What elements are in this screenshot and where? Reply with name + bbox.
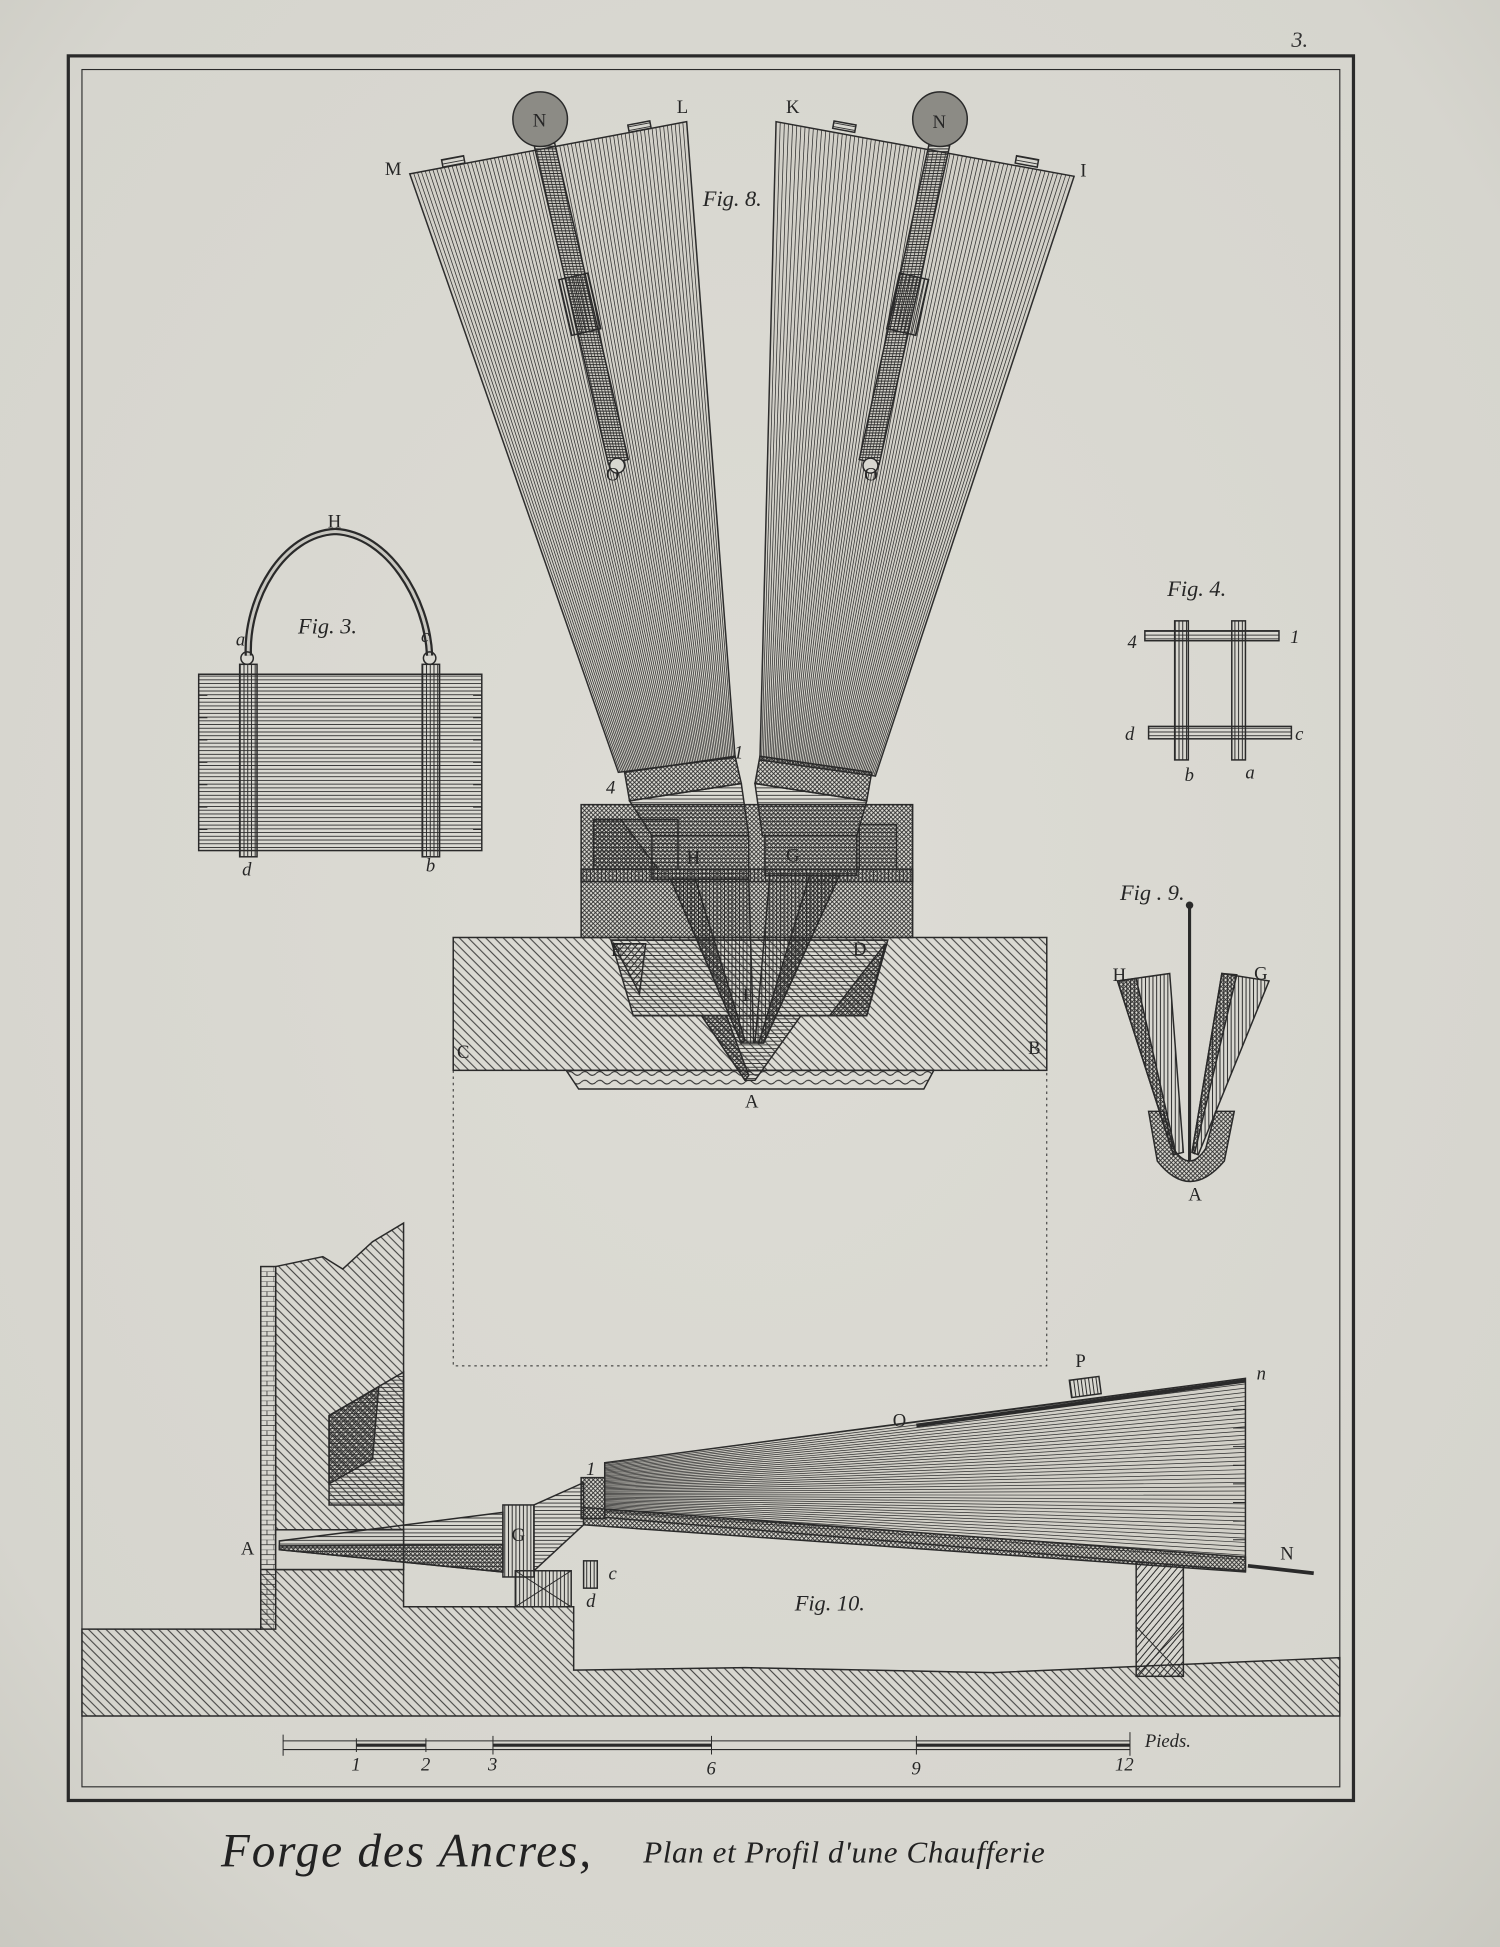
fig8-trough xyxy=(566,1070,934,1089)
fig10-brick-column xyxy=(261,1267,276,1630)
scale-tick-1: 1 xyxy=(351,1754,361,1776)
fig8-left-box-h xyxy=(652,836,749,879)
fig10-label-c: c xyxy=(608,1563,617,1585)
fig3-caption: Fig. 3. xyxy=(298,613,357,639)
fig9-rod-top xyxy=(1186,901,1193,908)
fig10-label-g: G xyxy=(511,1524,526,1546)
fig4-label-4: 4 xyxy=(1127,632,1137,654)
fig3-label-d: d xyxy=(242,859,252,881)
fig8-label-a: A xyxy=(745,1091,759,1113)
plate-number: 3. xyxy=(1291,27,1309,53)
fig4-caption: Fig. 4. xyxy=(1167,576,1227,602)
fig10-label-o: O xyxy=(892,1410,907,1432)
fig8-label-i: I xyxy=(1080,160,1087,182)
fig10-label-d: d xyxy=(586,1590,596,1612)
fig9-caption: Fig . 9. xyxy=(1120,880,1185,906)
fig8-label-d: D xyxy=(853,938,867,960)
scale-tick-2: 2 xyxy=(420,1754,431,1776)
fig10-label-a: A xyxy=(240,1538,255,1560)
fig8-label-n-right: N xyxy=(932,111,946,133)
scale-tick-3: 3 xyxy=(487,1754,498,1776)
fig8-label-h: H xyxy=(686,848,701,870)
fig4-bottom-rod xyxy=(1149,726,1292,738)
fig9-label-a: A xyxy=(1188,1184,1202,1206)
fig8-label-f: F xyxy=(742,984,753,1006)
fig8-label-g: G xyxy=(786,845,800,867)
fig10-label-p: P xyxy=(1075,1351,1086,1373)
fig8-label-e: E xyxy=(610,940,623,962)
fig4-label-d: d xyxy=(1124,724,1135,746)
fig8-label-o-left: O xyxy=(605,464,620,486)
fig3-band-left xyxy=(240,664,257,856)
fig10-label-1: 1 xyxy=(586,1459,596,1481)
fig8-right-box-g xyxy=(765,836,857,876)
fig3-label-b: b xyxy=(425,855,436,877)
fig3-label-c: c xyxy=(420,625,430,647)
scale-tick-12: 12 xyxy=(1115,1754,1134,1776)
scale-tick-9: 9 xyxy=(911,1758,921,1780)
fig10-caption: Fig. 10. xyxy=(794,1590,865,1616)
scale-unit: Pieds. xyxy=(1144,1731,1191,1753)
fig8-label-b: B xyxy=(1028,1038,1041,1060)
fig9-label-g: G xyxy=(1254,963,1268,985)
fig4-label-1: 1 xyxy=(1290,627,1300,649)
fig10-block-p xyxy=(1069,1376,1101,1397)
fig8-label-c: C xyxy=(456,1041,470,1063)
plate-title-sub: Plan et Profil d'une Chaufferie xyxy=(643,1834,1046,1870)
fig10-label-n-big: N xyxy=(1280,1543,1294,1565)
scale-tick-6: 6 xyxy=(706,1758,716,1780)
fig4-label-b: b xyxy=(1184,765,1194,787)
fig8-label-o-right: O xyxy=(864,464,878,486)
fig4-label-c: c xyxy=(1295,724,1304,746)
fig8-label-k: K xyxy=(786,96,800,118)
fig10-pin-cd xyxy=(584,1561,598,1588)
plate-title-main: Forge des Ancres, xyxy=(221,1825,593,1878)
fig3-band-right xyxy=(422,664,439,856)
fig4-top-rod xyxy=(1145,631,1279,641)
fig4-label-a: a xyxy=(1245,762,1255,784)
fig8-label-l: L xyxy=(676,96,689,118)
fig3-label-a: a xyxy=(235,629,246,651)
fig10-clamp-1 xyxy=(581,1478,605,1519)
fig10-support-right xyxy=(1136,1562,1183,1676)
fig8-label-1: 1 xyxy=(733,742,744,764)
fig3-label-h: H xyxy=(327,511,342,533)
fig9-label-h: H xyxy=(1112,964,1127,986)
fig8-label-m: M xyxy=(384,159,402,181)
fig8-label-4: 4 xyxy=(605,777,616,799)
fig10-label-n-small: n xyxy=(1256,1363,1266,1385)
fig8-caption: Fig. 8. xyxy=(702,186,762,212)
fig8-label-n-left: N xyxy=(532,110,547,132)
fig8-back-opening-right xyxy=(859,824,896,869)
